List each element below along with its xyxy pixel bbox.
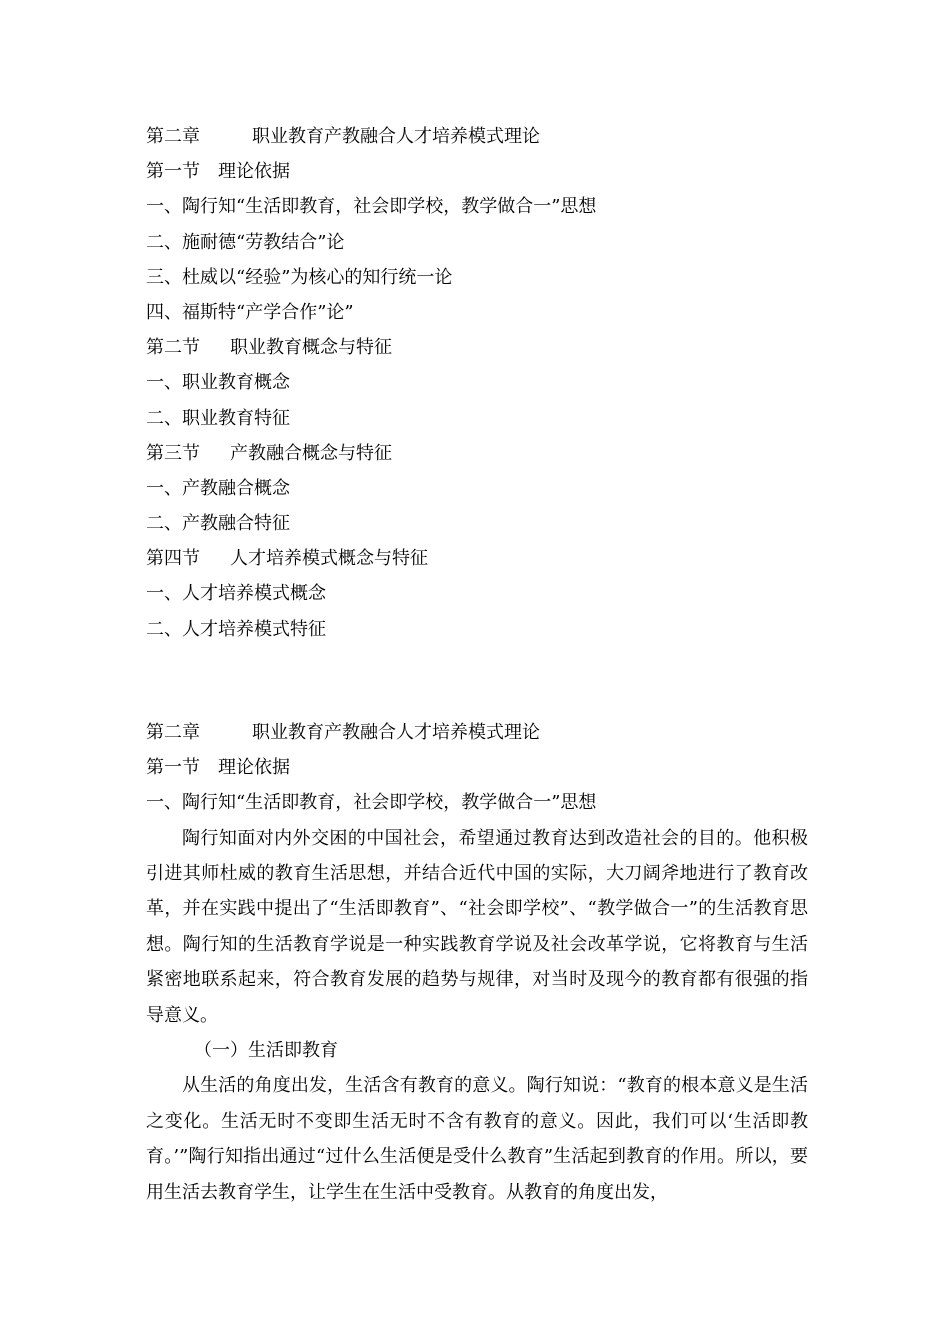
toc-section-2 xyxy=(146,330,826,365)
table-of-contents xyxy=(146,119,826,647)
section-label: 第四节 xyxy=(146,548,200,570)
toc-item: 二、施耐德“劳教结合”论 xyxy=(146,231,345,253)
body-heading-1: 一、陶行知“生活即教育，社会即学校，教学做合一”思想 xyxy=(146,792,597,814)
toc-item: 一、产教融合概念 xyxy=(146,477,290,499)
body-paragraph-1: 陶行知面对内外交困的中国社会，希望通过教育达到改造社会的目的。他积极引进其师杜威的教育生活思想，并结合近代中国的实际，大刀阔斧地进行了教育改革，并在实践中提出了“生活即教育”、“社会即学校”、“教学做合一”的生活教育思想。陶行知的生活教育学说是一种实践教育学说及社会改革学说，它将教育与生活紧密地联系起来，符合教育发展的趋势与规律，对当时及现今的教育都有很强的指导意义。 xyxy=(146,827,808,1026)
toc-item: 二、产教融合特征 xyxy=(146,513,290,535)
toc-item: 一、陶行知“生活即教育，社会即学校，教学做合一”思想 xyxy=(146,196,597,218)
section-title: 产教融合概念与特征 xyxy=(230,442,392,464)
toc-chapter-heading xyxy=(146,119,826,154)
section-title: 职业教育概念与特征 xyxy=(230,337,392,359)
toc-section-3 xyxy=(146,436,826,471)
chapter-title: 职业教育产教融合人才培养模式理论 xyxy=(252,126,540,147)
toc-item: 四、福斯特“产学合作”论” xyxy=(146,301,354,323)
body-content xyxy=(146,715,808,1210)
toc-item: 一、人才培养模式概念 xyxy=(146,583,326,605)
toc-section-4 xyxy=(146,541,826,576)
toc-item: 二、人才培养模式特征 xyxy=(146,618,326,640)
section-title: 理论依据 xyxy=(218,757,290,779)
section-label: 第二节 xyxy=(146,337,200,359)
chapter-label: 第二章 xyxy=(146,722,200,743)
toc-item: 一、职业教育概念 xyxy=(146,372,290,394)
section-title: 理论依据 xyxy=(218,161,290,183)
body-section-heading xyxy=(146,750,808,785)
toc-item: 二、职业教育特征 xyxy=(146,407,290,429)
toc-item: 三、杜威以“经验”为核心的知行统一论 xyxy=(146,266,453,288)
section-label: 第一节 xyxy=(146,161,200,183)
body-subheading-1: （一）生活即教育 xyxy=(194,1040,338,1061)
chapter-label: 第二章 xyxy=(146,126,200,147)
chapter-title: 职业教育产教融合人才培养模式理论 xyxy=(252,722,540,743)
section-title: 人才培养模式概念与特征 xyxy=(230,548,428,570)
section-label: 第三节 xyxy=(146,442,200,464)
body-chapter-heading xyxy=(146,715,808,750)
toc-section-1 xyxy=(146,154,826,189)
body-paragraph-2: 从生活的角度出发，生活含有教育的意义。陶行知说：“教育的根本意义是生活之变化。生活无时不变即生活无时不含有教育的意义。因此，我们可以‘生活即教育。’”陶行知指出通过“过什么生活便是受什么教育”生活起到教育的作用。所以，要用生活去教育学生，让学生在生活中受教育。从教育的角度出发， xyxy=(146,1075,808,1203)
section-label: 第一节 xyxy=(146,757,200,779)
